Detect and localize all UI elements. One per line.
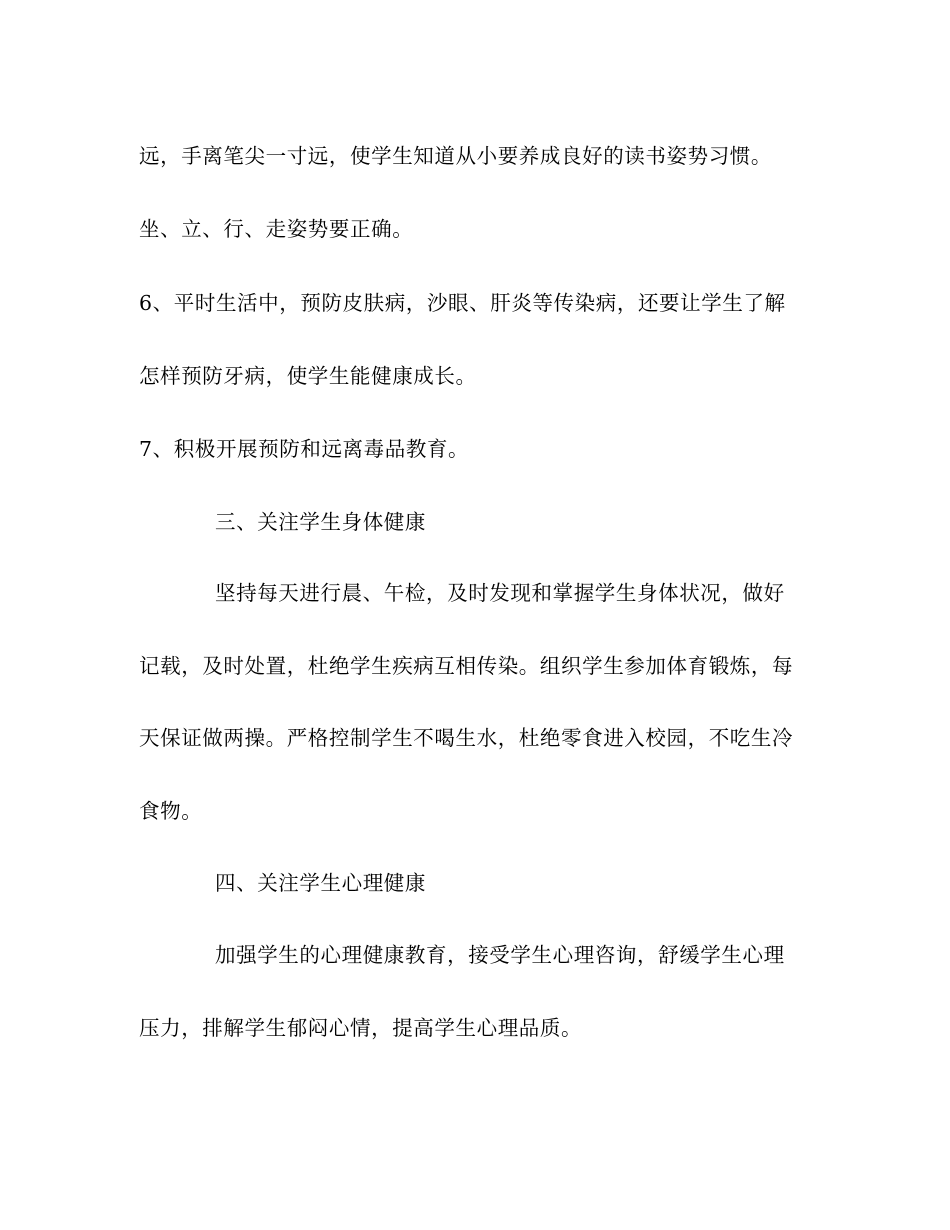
section-heading-3: 三、关注学生身体健康 [215,510,426,534]
paragraph-line: 食物。 [139,799,203,823]
paragraph-line: 压力，排解学生郁闷心情，提高学生心理品质。 [139,1016,583,1040]
paragraph-line: 记载，及时处置，杜绝学生疾病互相传染。组织学生参加体育锻炼，每 [139,654,794,678]
paragraph-line: 坐、立、行、走姿势要正确。 [139,217,414,241]
list-item-6: 6、平时生活中，预防皮肤病，沙眼、肝炎等传染病，还要让学生了解 [139,291,786,315]
paragraph-line: 加强学生的心理健康教育，接受学生心理咨询，舒缓学生心理 [215,943,785,967]
paragraph-line: 远，手离笔尖一寸远，使学生知道从小要养成良好的读书姿势习惯。 [139,144,772,168]
paragraph-line: 坚持每天进行晨、午检，及时发现和掌握学生身体状况，做好 [215,581,785,605]
section-heading-4: 四、关注学生心理健康 [215,871,426,895]
paragraph-line: 天保证做两操。严格控制学生不喝生水，杜绝零食进入校园，不吃生冷 [139,726,794,750]
list-item-7: 7、积极开展预防和远离毒品教育。 [139,437,470,461]
paragraph-line: 怎样预防牙病，使学生能健康成长。 [139,364,477,388]
